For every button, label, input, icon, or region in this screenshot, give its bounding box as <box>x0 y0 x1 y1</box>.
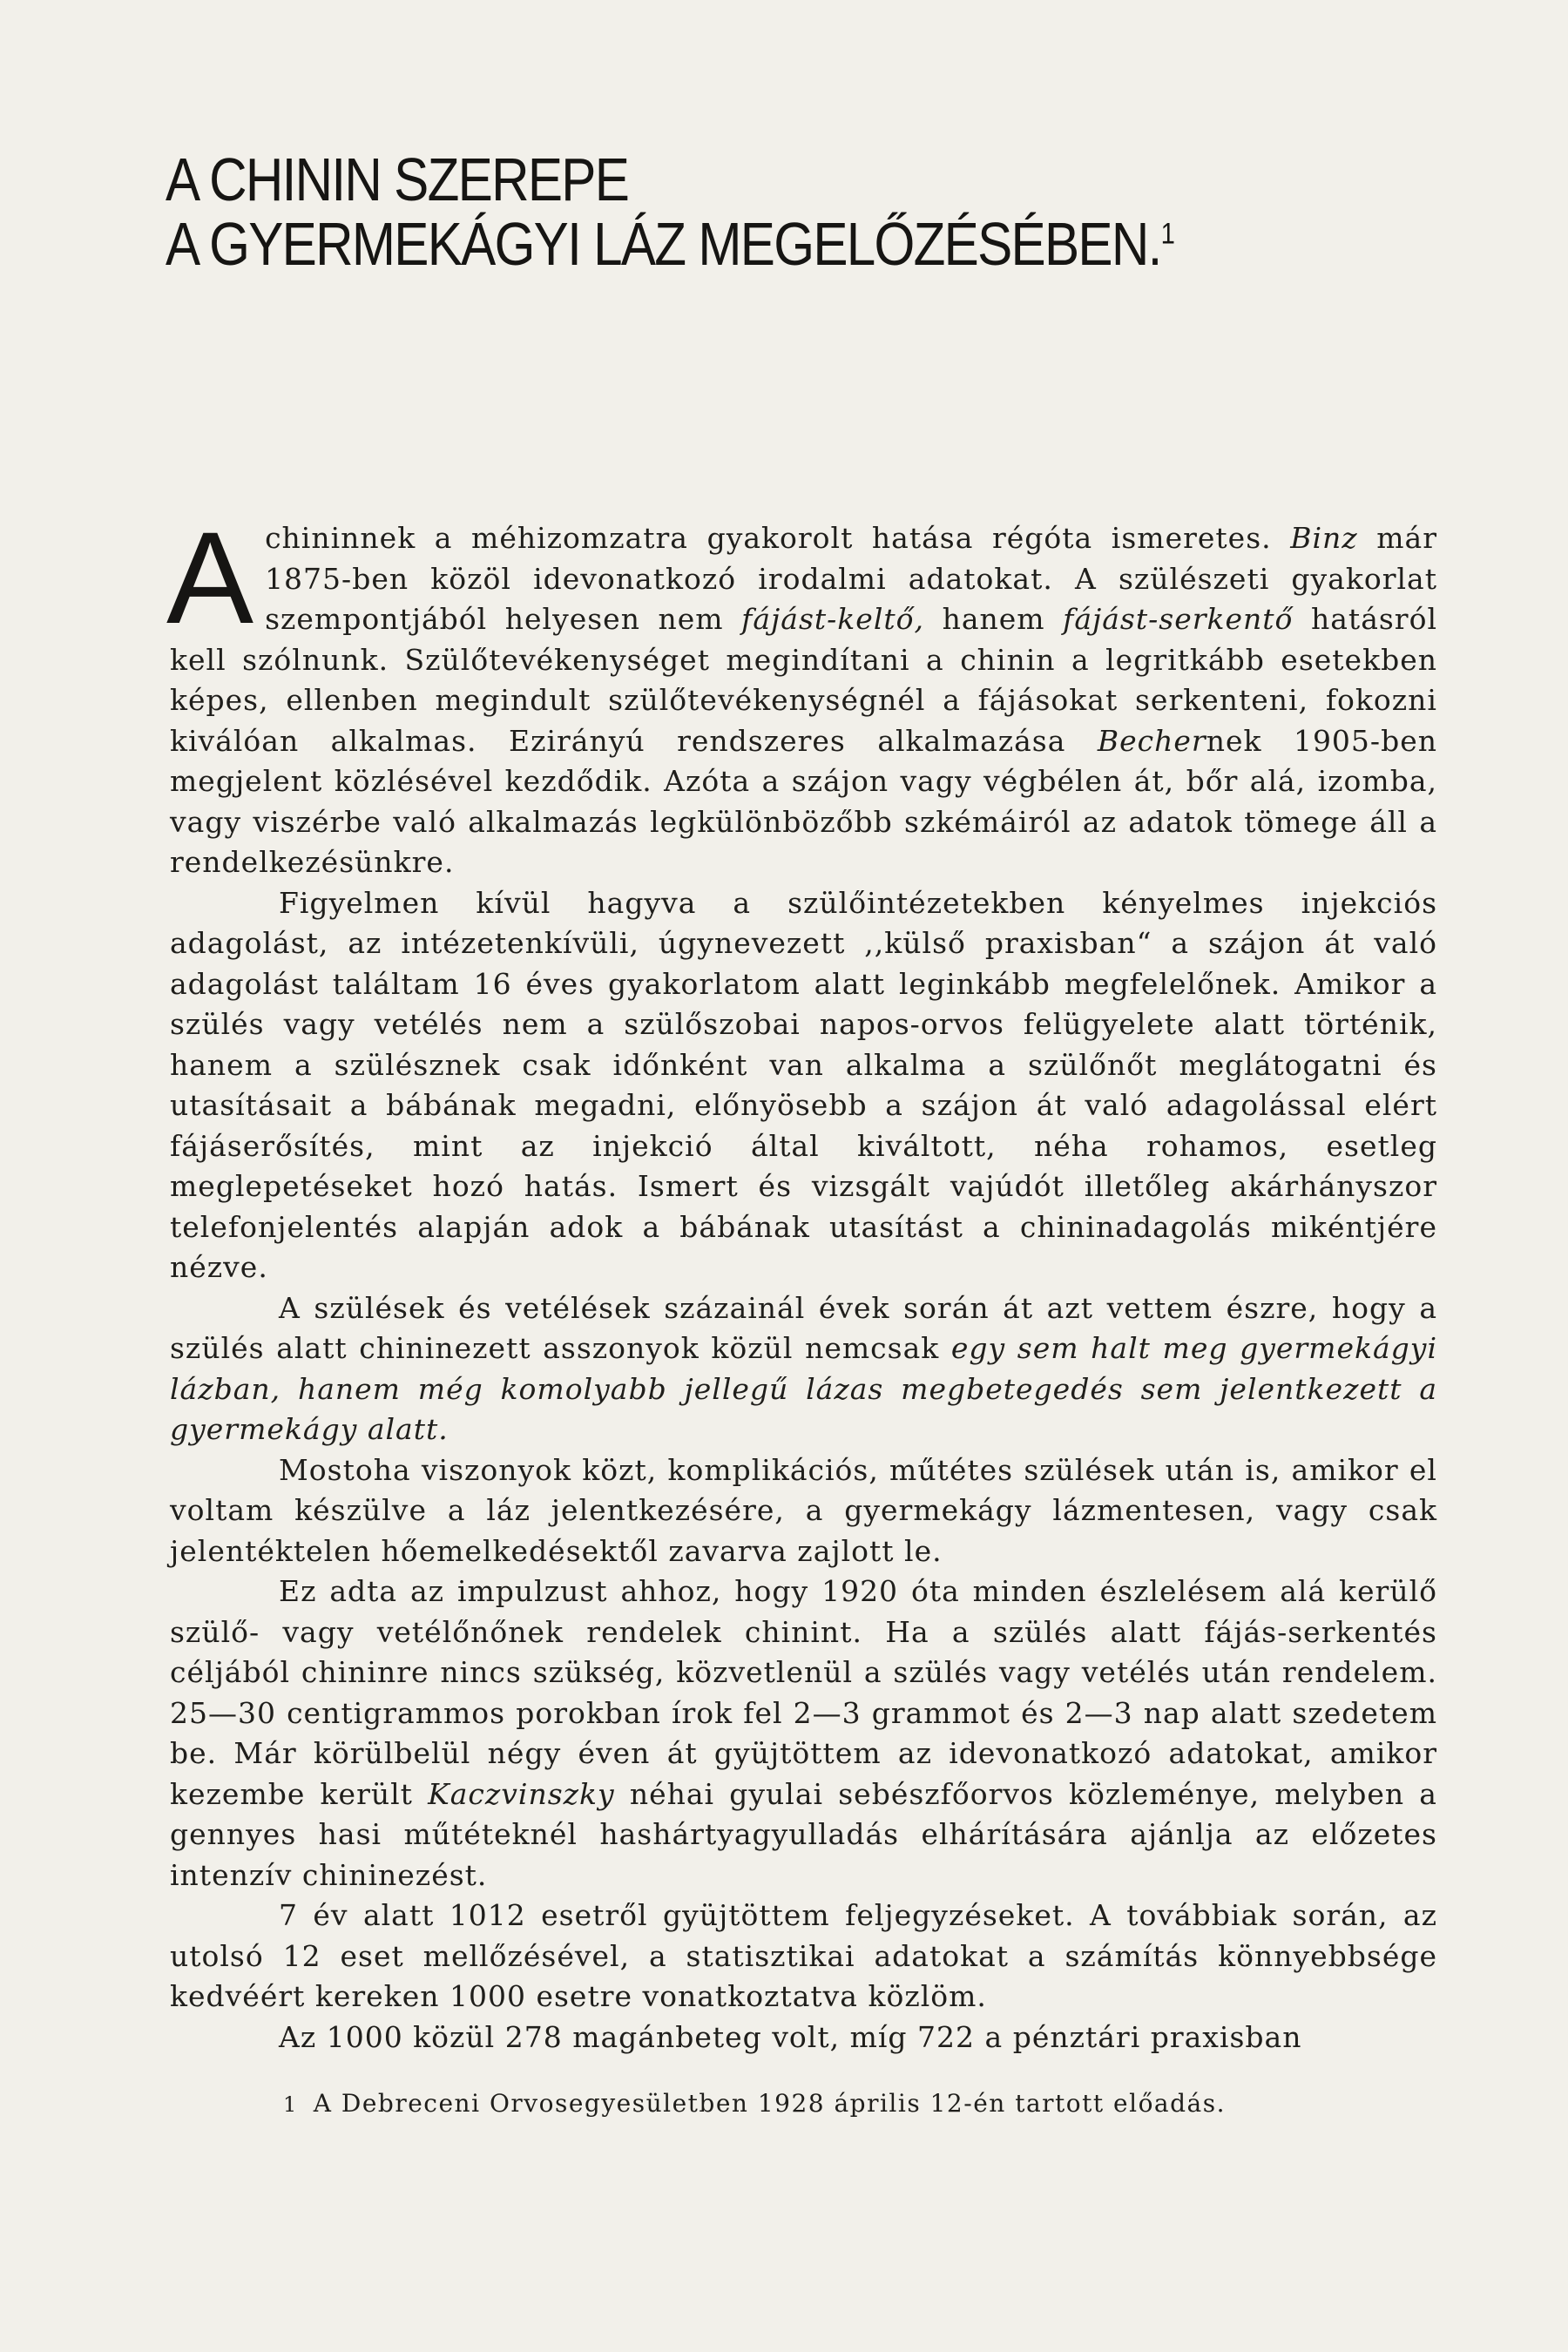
title-line-2-text: A GYERMEKÁGYI LÁZ MEGELŐZÉSÉBEN. <box>166 209 1161 278</box>
p1-italic-binz: Binz <box>1290 521 1358 555</box>
p1-italic-becher: Becher <box>1097 723 1206 758</box>
p1-text-3: hanem <box>924 602 1064 636</box>
p1-text-2: már 1875-ben közöl idevonatkozó irodalmi adatokat. A szülészeti gyakorlat szempontjából helyesen nem <box>265 521 1437 636</box>
p5-text-1: Ez adta az impulzust ahhoz, hogy 1920 óta minden észlelésem alá kerülő szülő- vagy vetélőnőnek rendelek chinint. Ha a szülés alatt fájás-serkentés céljából chininre nincs szükség, közvetlenül a szülés vagy vetélés után rendelem. 25—30 centigrammos porokban írok fel 2—3 grammot és 2—3 nap alatt szedetem be. Már körülbelül négy éven át gyüjtöttem az idevonatkozó adatokat, amikor kezembe került <box>170 1574 1437 1811</box>
p1-italic-fajast-serkento: fájást-serkentő <box>1063 602 1294 636</box>
footnote <box>283 2086 1442 2122</box>
footnote-text: A Debreceni Orvosegyesületben 1928 április 12-én tartott előadás. <box>313 2089 1227 2118</box>
title-line-1: A CHININ SZEREPE <box>166 145 629 213</box>
paragraph-2: Figyelmen kívül hagyva a szülőintézetekben kényelmes injekciós adagolást, az intézetenkívüli, úgynevezett ,,külső praxisban“ a szájon át való adagolást találtam 16 éves gyakorlatom alatt leginkább megfelelőnek. Amikor a szülés vagy vetélés nem a szülőszobai napos-orvos felügyelete alatt történik, hanem a szülésznek csak időnként van alkalma a szülőnőt meglátogatni és utasításait a bábának megadni, előnyösebb a szájon át való adagolással elért fájáserősítés, mint az injekció által kiváltott, néha rohamos, esetleg meglepetéseket hozó hatás. Ismert és vizsgált vajúdót illetőleg akárhányszor telefonjelentés alapján adok a bábának utasítást a chininadagolás mikéntjére nézve. <box>170 885 1437 1284</box>
title-line-2 <box>166 209 1174 278</box>
article-body <box>166 504 1437 2058</box>
footnote-mark: 1 <box>283 2092 298 2117</box>
p3-italic-emphasis: egy sem halt meg gyermekágyi lázban, hanem még komolyabb jellegű lázas megbetegedés sem jelentkezett a gyermekágy alatt. <box>170 1331 1437 1446</box>
paragraph-7: Az 1000 közül 278 magánbeteg volt, míg 722 a pénztári praxisban <box>279 2019 1302 2054</box>
p1-italic-fajast-kelto: fájást-keltő, <box>741 602 924 636</box>
paragraph-4: Mostoha viszonyok közt, komplikációs, műtétes szülések után is, amikor el voltam készülve a láz jelentkezésére, a gyermekágy lázmentesen, vagy csak jelentéktelen hőemelkedésektől zavarva zajlott le. <box>170 1452 1437 1568</box>
drop-cap: A <box>166 504 255 651</box>
paragraph-1 <box>166 504 1437 883</box>
p1-text-5: nek 1905-ben megjelent közlésével kezdődik. Azóta a szájon vagy végbélen át, bőr alá, izomba, vagy viszérbe való alkalmazás legkülönbözőbb szkémáiról az adatok tömege áll a rendelkezésünkre. <box>170 723 1437 879</box>
p5-text-2: néhai gyulai sebészfőorvos közleménye, melyben a gennyes hasi műtéteknél hashártyagyulladás elhárítására ajánlja az előzetes intenzív chininezést. <box>170 1776 1437 1892</box>
paragraph-3 <box>170 1288 1437 1450</box>
p1-text-1: chininnek a méhizomzatra gyakorolt hatása régóta ismeretes. <box>265 521 1291 555</box>
p5-italic-kaczvinszky: Kaczvinszky <box>428 1776 615 1811</box>
page-title <box>166 145 1174 278</box>
title-footnote-ref: 1 <box>1160 217 1174 251</box>
paragraph-5 <box>170 1571 1437 1896</box>
p3-text-1: A szülések és vetélések százainál évek során át azt vettem észre, hogy a szülés alatt chininezett asszonyok közül nemcsak <box>170 1290 1437 1365</box>
paragraph-6: 7 év alatt 1012 esetről gyüjtöttem feljegyzéseket. A továbbiak során, az utolsó 12 eset mellőzésével, a statisztikai adatokat a számítás könnyebbsége kedvéért kereken 1000 esetre vonatkoztatva közlöm. <box>170 1898 1437 2013</box>
p1-text-4: hatásról kell szólnunk. Szülőtevékenységet megindítani a chinin a legritkább esetekben képes, ellenben megindult szülőtevékenységnél a fájásokat serkenteni, fokozni kiválóan alkalmas. Ezirányú rendszeres alkalmazása <box>170 602 1437 758</box>
